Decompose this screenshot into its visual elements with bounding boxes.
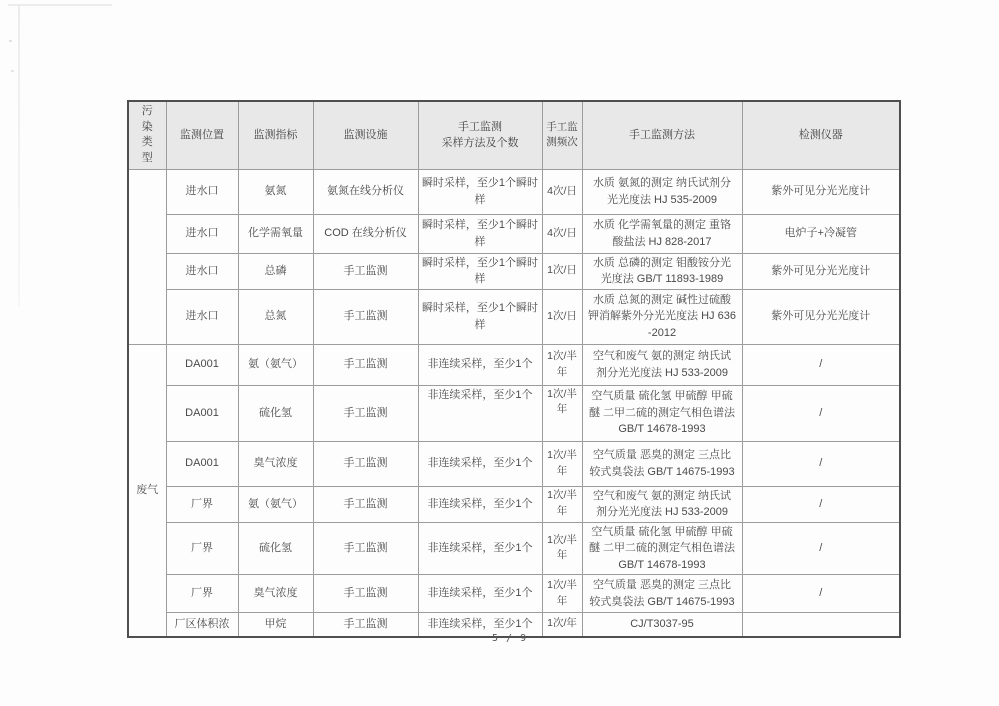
cell-sampling: 瞬时采样，至少1个瞬时样	[418, 214, 542, 253]
cell-facility: 手工监测	[313, 575, 418, 613]
cell-facility: 手工监测	[313, 289, 418, 344]
cell-facility: 手工监测	[313, 344, 418, 385]
cell-sampling: 非连续采样，至少1个	[418, 575, 542, 613]
table-row	[128, 289, 900, 344]
cell-location: DA001	[166, 385, 238, 441]
cell-indicator: 总氮	[238, 289, 313, 344]
page-number: 5 / 9	[492, 633, 528, 644]
cell-frequency: 1次/半年	[542, 486, 582, 522]
cell-indicator: 臭气浓度	[238, 575, 313, 613]
cell-instrument: /	[742, 522, 900, 575]
cell-facility: 氨氮在线分析仪	[313, 169, 418, 214]
cell-indicator: 臭气浓度	[238, 441, 313, 486]
cell-method: 空气质量 恶臭的测定 三点比较式臭袋法 GB/T 14675-1993	[582, 441, 742, 486]
cell-location: DA001	[166, 344, 238, 385]
table-row	[128, 522, 900, 575]
table-row	[128, 214, 900, 253]
header-monitor-location: 监测位置	[166, 101, 238, 169]
header-instrument: 检测仪器	[742, 101, 900, 169]
cell-indicator: 氨氮	[238, 169, 313, 214]
header-pollution-type-label: 污染类型	[141, 105, 153, 164]
cell-indicator: 总磷	[238, 253, 313, 289]
cell-facility: 手工监测	[313, 486, 418, 522]
cell-location: 厂界	[166, 522, 238, 575]
cell-indicator: 硫化氢	[238, 522, 313, 575]
header-monitor-indicator: 监测指标	[238, 101, 313, 169]
cell-indicator: 硫化氢	[238, 385, 313, 441]
cell-frequency: 1次/日	[542, 289, 582, 344]
scan-artifact-line	[8, 4, 112, 6]
cell-sampling: 瞬时采样，至少1个瞬时样	[418, 169, 542, 214]
cell-instrument: /	[742, 486, 900, 522]
header-monitor-facility: 监测设施	[313, 101, 418, 169]
cell-instrument: /	[742, 344, 900, 385]
header-manual-method: 手工监测方法	[582, 101, 742, 169]
cell-sampling: 非连续采样，至少1个	[418, 385, 542, 441]
cell-facility: 手工监测	[313, 385, 418, 441]
cell-indicator: 氨（氨气）	[238, 344, 313, 385]
cell-sampling: 瞬时采样，至少1个瞬时样	[418, 253, 542, 289]
table-row	[128, 253, 900, 289]
cell-method: 空气和废气 氨的测定 纳氏试剂分光光度法 HJ 533-2009	[582, 344, 742, 385]
header-sampling-method	[418, 101, 542, 169]
cell-facility: 手工监测	[313, 613, 418, 637]
cell-frequency: 1次/半年	[542, 575, 582, 613]
cell-method: 空气质量 硫化氢 甲硫醇 甲硫醚 二甲二硫的测定气相色谱法 GB/T 14678-1993	[582, 522, 742, 575]
header-sampling-method-line1: 手工监测	[458, 120, 502, 133]
cell-indicator: 甲烷	[238, 613, 313, 637]
cell-method: 空气质量 硫化氢 甲硫醇 甲硫醚 二甲二硫的测定气相色谱法 GB/T 14678-1993	[582, 385, 742, 441]
cell-method: 水质 化学需氧量的测定 重铬酸盐法 HJ 828-2017	[582, 214, 742, 253]
pollution-type-group-cell	[128, 169, 166, 344]
cell-instrument: /	[742, 385, 900, 441]
cell-instrument: 紫外可见分光光度计	[742, 169, 900, 214]
pollution-type-group-cell-waste-gas: 废气	[128, 344, 166, 637]
table-row	[128, 169, 900, 214]
table-header-row	[128, 101, 900, 169]
header-frequency: 手工监测频次	[542, 101, 582, 169]
cell-sampling: 非连续采样，至少1个	[418, 486, 542, 522]
cell-instrument: /	[742, 441, 900, 486]
cell-location: 厂界	[166, 575, 238, 613]
cell-location: DA001	[166, 441, 238, 486]
cell-sampling: 非连续采样，至少1个	[418, 613, 542, 637]
table-row	[128, 441, 900, 486]
cell-frequency: 1次/年	[542, 613, 582, 637]
cell-location: 进水口	[166, 214, 238, 253]
cell-indicator: 氨（氨气）	[238, 486, 313, 522]
table-row	[128, 486, 900, 522]
table-row	[128, 575, 900, 613]
scan-artifact-speck	[9, 40, 12, 42]
cell-sampling: 非连续采样，至少1个	[418, 441, 542, 486]
cell-frequency: 1次/日	[542, 253, 582, 289]
cell-frequency: 1次/半年	[542, 441, 582, 486]
cell-method: CJ/T3037-95	[582, 613, 742, 637]
cell-frequency: 4次/日	[542, 214, 582, 253]
cell-method: 水质 氨氮的测定 纳氏试剂分光光度法 HJ 535-2009	[582, 169, 742, 214]
table-row	[128, 344, 900, 385]
cell-location: 进水口	[166, 253, 238, 289]
cell-indicator: 化学需氧量	[238, 214, 313, 253]
cell-facility: COD 在线分析仪	[313, 214, 418, 253]
header-pollution-type	[128, 101, 166, 169]
cell-instrument	[742, 613, 900, 637]
cell-location: 厂区体积浓	[166, 613, 238, 637]
table-row	[128, 385, 900, 441]
cell-instrument: 电炉子+冷凝管	[742, 214, 900, 253]
cell-facility: 手工监测	[313, 522, 418, 575]
cell-method: 空气和废气 氨的测定 纳氏试剂分光光度法 HJ 533-2009	[582, 486, 742, 522]
cell-method: 水质 总氮的测定 碱性过硫酸钾消解紫外分光光度法 HJ 636-2012	[582, 289, 742, 344]
cell-sampling: 瞬时采样，至少1个瞬时样	[418, 289, 542, 344]
cell-location: 厂界	[166, 486, 238, 522]
cell-facility: 手工监测	[313, 441, 418, 486]
cell-frequency: 4次/日	[542, 169, 582, 214]
cell-instrument: /	[742, 575, 900, 613]
scan-artifact-speck	[11, 70, 14, 72]
cell-location: 进水口	[166, 289, 238, 344]
monitoring-table	[127, 100, 901, 638]
header-sampling-method-line2: 采样方法及个数	[441, 137, 519, 150]
cell-frequency: 1次/半年	[542, 522, 582, 575]
cell-method: 水质 总磷的测定 钼酸铵分光光度法 GB/T 11893-1989	[582, 253, 742, 289]
cell-method: 空气质量 恶臭的测定 三点比较式臭袋法 GB/T 14675-1993	[582, 575, 742, 613]
cell-instrument: 紫外可见分光光度计	[742, 289, 900, 344]
cell-frequency: 1次/半年	[542, 344, 582, 385]
cell-instrument: 紫外可见分光光度计	[742, 253, 900, 289]
cell-sampling: 非连续采样，至少1个	[418, 522, 542, 575]
cell-frequency: 1次/半年	[542, 385, 582, 441]
scan-artifact-line	[18, 6, 20, 306]
cell-facility: 手工监测	[313, 253, 418, 289]
cell-sampling: 非连续采样，至少1个	[418, 344, 542, 385]
cell-location: 进水口	[166, 169, 238, 214]
